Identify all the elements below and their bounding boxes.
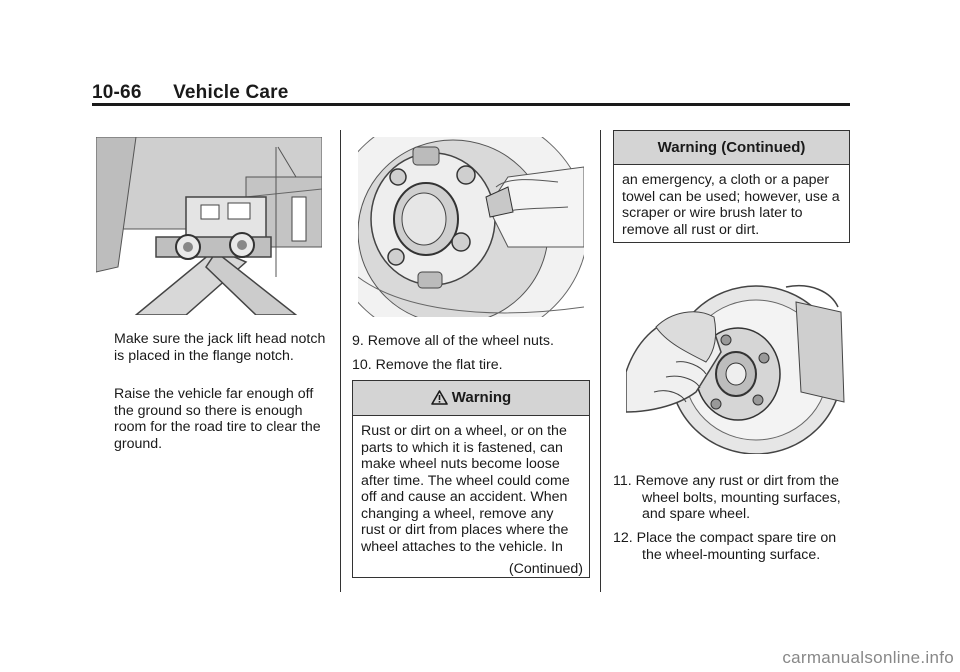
jack-notch-paragraph: Make sure the jack lift head notch is placed in the flange notch.: [114, 331, 326, 364]
section-title: Vehicle Care: [173, 82, 289, 103]
column-divider-2: [600, 130, 601, 592]
warning-header: [353, 381, 589, 416]
step-12-text: 12. Place the compact spare tire on the wheel-mounting surface.: [613, 530, 837, 563]
column-divider-1: [340, 130, 341, 592]
warning-continued-label: (Continued): [508, 561, 583, 577]
warning-title: Warning: [451, 389, 512, 406]
step-9: 9. Remove all of the wheel nuts.: [352, 333, 554, 349]
watermark: carmanualsonline.info: [782, 648, 954, 667]
header-rule: [92, 103, 850, 106]
step-11-text: 11. Remove any rust or dirt from the wheel bolts, mounting surfaces, and spare wheel.: [613, 473, 841, 522]
step-12: [613, 530, 853, 563]
jack-lift-illustration: [96, 137, 322, 315]
warning-continued-body: an emergency, a cloth or a paper towel can be used; however, use a scraper or wire brush later to remove all rust or dirt.: [622, 172, 840, 238]
raise-vehicle-paragraph: Raise the vehicle far enough off the ground so there is enough room for the road tire to clear the ground.: [114, 386, 321, 452]
warning-box: [352, 380, 590, 578]
wheel-cleaning-illustration: [626, 282, 848, 454]
page-number: 10-66: [92, 82, 142, 103]
warning-continued-header: Warning (Continued): [614, 131, 849, 165]
warning-continued-box: [613, 130, 850, 243]
page-header: [92, 82, 289, 104]
step-10: 10. Remove the flat tire.: [352, 357, 503, 373]
warning-body: Rust or dirt on a wheel, or on the parts to which it is fastened, can make wheel nuts become loose after time. The wheel could come off and cause an accident. When changing a wheel, remove any rust or dirt from places where the wheel attaches to the vehicle. In: [361, 423, 570, 555]
warning-triangle-icon: [431, 384, 448, 418]
step-11: [613, 473, 853, 523]
wheel-nuts-illustration: [358, 137, 584, 317]
